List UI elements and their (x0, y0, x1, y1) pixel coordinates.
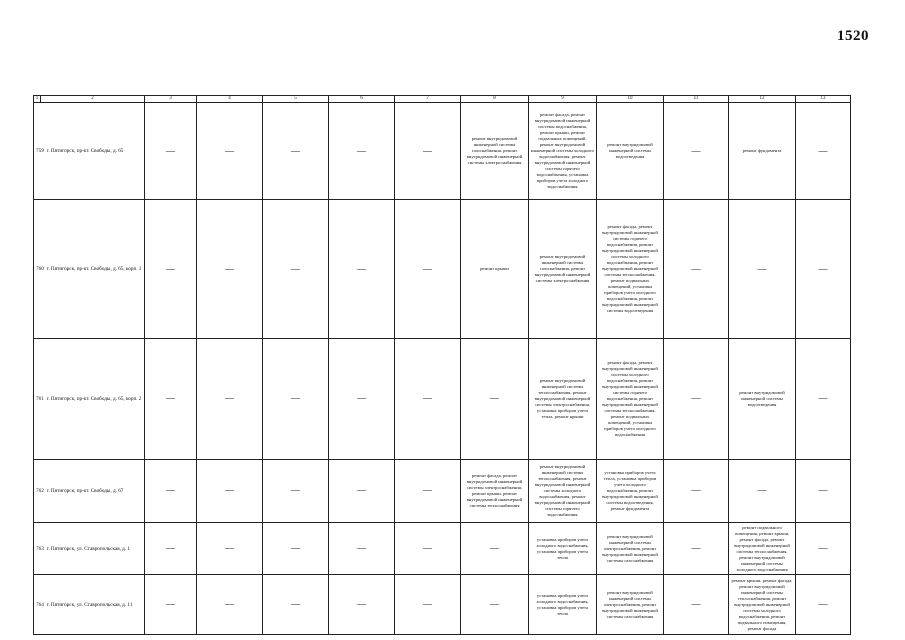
table-row (34, 522, 851, 575)
empty-cell-dash: — (263, 575, 329, 635)
table-body (34, 103, 851, 635)
column-header: 13 (796, 96, 851, 103)
row-number: 762 (36, 487, 44, 494)
empty-cell-dash: — (145, 575, 197, 635)
column-header: 2 (41, 96, 145, 103)
empty-cell-dash: — (197, 575, 263, 635)
empty-cell-dash: — (329, 459, 395, 522)
empty-cell-dash: — (263, 459, 329, 522)
work-list-cell: ремонт внутридомовой инженерной системы водоотведения (729, 338, 796, 459)
work-list-cell: ремонт крыши, ремонт фасада, ремонт внутридомовой инженерной системы теплоснабжения, ремонт внутридомовой инженерной системы холодного водоснабжения, ремонт подвального помещения, ремонт фасада (729, 575, 796, 635)
column-header: 5 (263, 96, 329, 103)
column-header: 6 (329, 96, 395, 103)
address-text: г. Пятигорск, пр-кт. Свободы, д. 65, корп. 2 (46, 395, 142, 402)
empty-cell-dash: — (197, 459, 263, 522)
empty-cell-dash: — (329, 522, 395, 575)
empty-cell-dash: — (461, 338, 529, 459)
empty-cell-dash: — (263, 200, 329, 338)
empty-cell-dash: — (197, 522, 263, 575)
work-list-cell: ремонт крыши (461, 200, 529, 338)
work-list-cell: ремонт фасада, ремонт внутридомовой инженерной системы водоснабжения, ремонт крыши, ремонт подвальных помещений, ремонт внутридомовой инженерной системы холодного водоснабжения, ремонт внутридомовой инженерной системы горячего водоснабжения, установка приборов учета холодного водоснабжения (529, 103, 597, 200)
column-header: 11 (664, 96, 729, 103)
empty-cell-dash: — (145, 459, 197, 522)
work-list-cell: ремонт внутридомовой инженерной системы газоснабжения, ремонт внутридомовой инженерной системы электроснабжения (529, 200, 597, 338)
table-row (34, 575, 851, 635)
empty-cell-dash: — (796, 459, 851, 522)
work-list-cell: ремонт внутридомовой инженерной системы водоотведения (597, 103, 664, 200)
empty-cell-dash: — (664, 103, 729, 200)
row-number: 760 (36, 266, 44, 273)
empty-cell-dash: — (145, 522, 197, 575)
empty-cell-dash: — (395, 103, 461, 200)
empty-cell-dash: — (729, 200, 796, 338)
column-header: 10 (597, 96, 664, 103)
work-list-cell: ремонт внутридомовой инженерной системы теплоснабжения, ремонт внутридомовой инженерной системы холодного водоснабжения, ремонт внутридомовой инженерной системы горячего водоснабжения (529, 459, 597, 522)
empty-cell-dash: — (145, 103, 197, 200)
empty-cell-dash: — (395, 200, 461, 338)
empty-cell-dash: — (395, 459, 461, 522)
empty-cell-dash: — (263, 522, 329, 575)
row-number: 759 (36, 148, 44, 155)
empty-cell-dash: — (796, 103, 851, 200)
column-header: 12 (729, 96, 796, 103)
empty-cell-dash: — (664, 200, 729, 338)
row-number: 764 (36, 601, 44, 608)
column-header: 4 (197, 96, 263, 103)
empty-cell-dash: — (263, 338, 329, 459)
empty-cell-dash: — (664, 459, 729, 522)
empty-cell-dash: — (197, 103, 263, 200)
empty-cell-dash: — (395, 575, 461, 635)
work-list-cell: ремонт внутридомовой инженерной системы теплоснабжения, ремонт внутридомовой инженерной системы электроснабжения, установка приборов учета тепла, ремонт крыши (529, 338, 597, 459)
empty-cell-dash: — (329, 575, 395, 635)
work-list-cell: ремонт фасада, ремонт внутридомовой инженерной системы электроснабжения, ремонт крыши, ремонт внутридомовой инженерной системы теплоснабжения (461, 459, 529, 522)
column-header: 8 (461, 96, 529, 103)
address-cell (34, 522, 145, 575)
column-header: 9 (529, 96, 597, 103)
empty-cell-dash: — (197, 338, 263, 459)
empty-cell-dash: — (329, 103, 395, 200)
work-list-cell: ремонт внутридомовой инженерной системы электроснабжения, ремонт внутридомовой инженерной системы газоснабжения (597, 522, 664, 575)
address-cell (34, 575, 145, 635)
row-number: 763 (36, 545, 44, 552)
empty-cell-dash: — (395, 338, 461, 459)
work-list-cell: установка приборов учета холодного водоснабжения, установка приборов учета тепла (529, 522, 597, 575)
empty-cell-dash: — (796, 575, 851, 635)
empty-cell-dash: — (395, 522, 461, 575)
column-header: 1 (34, 96, 41, 103)
column-number-row (34, 96, 851, 103)
empty-cell-dash: — (329, 200, 395, 338)
address-cell (34, 103, 145, 200)
address-text: г. Пятигорск, пр-кт. Свободы, д. 67 (46, 487, 124, 494)
work-list-cell: ремонт подвального помещения, ремонт крыши, ремонт фасада, ремонт внутридомовой инженерной системы теплоснабжения, ремонт внутридомовой инженерной системы холодного водоснабжения (729, 522, 796, 575)
address-text: г. Пятигорск, пр-кт. Свободы, д. 65, корп. 1 (46, 266, 142, 273)
empty-cell-dash: — (664, 575, 729, 635)
work-list-cell: ремонт фундамента (729, 103, 796, 200)
work-list-cell: ремонт внутридомовой инженерной системы газоснабжения, ремонт внутридомовой инженерной системы электроснабжения (461, 103, 529, 200)
address-text: г. Пятигорск, ул. Ставропольская, д. 11 (46, 601, 133, 608)
address-cell (34, 338, 145, 459)
empty-cell-dash: — (664, 522, 729, 575)
table-row (34, 200, 851, 338)
table-row (34, 338, 851, 459)
empty-cell-dash: — (796, 200, 851, 338)
address-text: г. Пятигорск, пр-кт. Свободы, д. 65 (46, 148, 124, 155)
work-list-cell: установка приборов учета холодного водоснабжения, установка приборов учета тепла (529, 575, 597, 635)
row-number: 761 (36, 395, 44, 402)
address-cell (34, 200, 145, 338)
empty-cell-dash: — (145, 338, 197, 459)
page-number: 1520 (837, 28, 869, 44)
table-row (34, 459, 851, 522)
work-list-cell: ремонт фасада, ремонт внутридомовой инженерной системы горячего водоснабжения, ремонт внутридомовой инженерной системы холодного водоснабжения, ремонт внутридомовой инженерной системы теплоснабжения, ремонт подвальных помещений, установка приборов учета холодного водоснабжения, ремонт внутридомовой инженерной системы водоотведения (597, 200, 664, 338)
empty-cell-dash: — (263, 103, 329, 200)
empty-cell-dash: — (461, 522, 529, 575)
capital-repair-table (33, 95, 851, 635)
empty-cell-dash: — (796, 522, 851, 575)
empty-cell-dash: — (729, 459, 796, 522)
empty-cell-dash: — (461, 575, 529, 635)
empty-cell-dash: — (796, 338, 851, 459)
empty-cell-dash: — (664, 338, 729, 459)
column-header: 7 (395, 96, 461, 103)
column-header: 3 (145, 96, 197, 103)
empty-cell-dash: — (145, 200, 197, 338)
empty-cell-dash: — (197, 200, 263, 338)
address-text: г. Пятигорск, ул. Ставропольская, д. 1 (46, 545, 131, 552)
work-list-cell: ремонт внутридомовой инженерной системы электроснабжения, ремонт внутридомовой инженерной системы газоснабжения (597, 575, 664, 635)
work-list-cell: ремонт фасада, ремонт внутридомовой инженерной системы холодного водоснабжения, ремонт внутридомовой инженерной системы горячего водоснабжения, ремонт внутридомовой инженерной системы теплоснабжения, ремонт подвальных помещений, установка приборов учета холодного водоснабжения (597, 338, 664, 459)
address-cell (34, 459, 145, 522)
table-row (34, 103, 851, 200)
work-list-cell: установка приборов учета тепла, установка приборов учета холодного водоснабжения, ремонт внутридомовой инженерной системы водоотведения, ремонт фундамента (597, 459, 664, 522)
empty-cell-dash: — (329, 338, 395, 459)
